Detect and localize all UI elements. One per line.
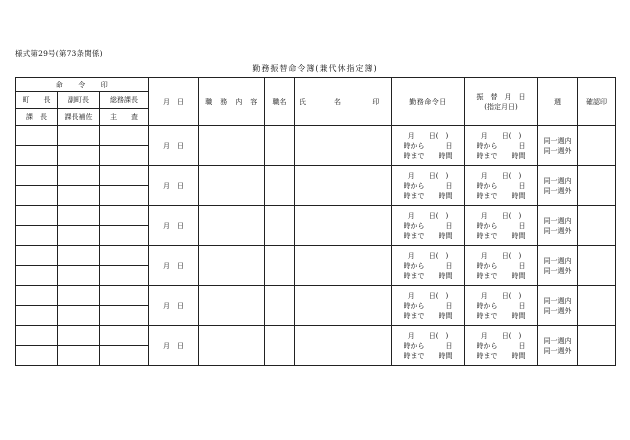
name-cell[interactable] [295,286,361,326]
order-date-line: 月 日( ) [407,251,449,260]
seal-header: 印 [361,78,392,126]
supervisor-seal-cell[interactable] [100,346,149,366]
general-affairs-chief-seal-cell[interactable] [100,326,149,346]
designated-date-label: (指定月日) [484,102,518,111]
work-order-date-cell[interactable] [392,286,465,326]
transfer-date-cell[interactable] [465,166,538,206]
work-order-date-header: 勤務命令日 [392,78,465,126]
transfer-time-to-line: 時まで 時間 [476,351,526,360]
assistant-chief-seal-cell[interactable] [58,306,100,326]
mayor-seal-cell[interactable] [16,206,58,226]
transfer-time-from-line: 時から 日 [476,181,526,190]
week-cell[interactable] [538,126,578,166]
supervisor-seal-cell[interactable] [100,306,149,326]
transfer-date-cell[interactable] [465,206,538,246]
same-week-out-option[interactable]: 同一週外 [543,306,572,315]
month-day-cell[interactable]: 月 日 [149,206,199,246]
section-chief-seal-cell[interactable] [16,186,58,206]
duty-content-header: 職 務 内 容 [199,78,265,126]
name-cell[interactable] [295,206,361,246]
general-affairs-chief-seal-cell[interactable] [100,126,149,146]
confirmation-seal-cell[interactable] [578,126,616,166]
confirmation-seal-cell[interactable] [578,206,616,246]
transfer-date-line: 月 日( ) [480,251,522,260]
vice-mayor-header: 副町長 [58,92,100,109]
transfer-time-to-line: 時まで 時間 [476,271,526,280]
supervisor-seal-cell[interactable] [100,186,149,206]
transfer-time-from-line: 時から 日 [476,221,526,230]
vice-mayor-seal-cell[interactable] [58,206,100,226]
same-week-out-option[interactable]: 同一週外 [543,346,572,355]
transfer-date-line: 月 日( ) [480,331,522,340]
confirmation-seal-cell[interactable] [578,286,616,326]
job-title-cell[interactable] [265,206,295,246]
ledger-entry-row [16,166,616,186]
supervisor-header: 主 査 [100,109,149,126]
mayor-seal-cell[interactable] [16,126,58,146]
transfer-date-label: 振 替 月 日 [476,92,526,101]
transfer-time-from-line: 時から 日 [476,141,526,150]
assistant-chief-seal-cell[interactable] [58,186,100,206]
same-week-in-option[interactable]: 同一週内 [543,216,572,225]
transfer-time-from-line: 時から 日 [476,341,526,350]
order-time-from-line: 時から 日 [403,261,453,270]
month-day-header: 月 日 [149,78,199,126]
transfer-date-cell[interactable] [465,286,538,326]
transfer-time-from-line: 時から 日 [476,261,526,270]
transfer-time-to-line: 時まで 時間 [476,151,526,160]
form-number: 様式第29号(第73条関係) [15,49,103,58]
section-chief-seal-cell[interactable] [16,306,58,326]
mayor-seal-cell[interactable] [16,246,58,266]
vice-mayor-seal-cell[interactable] [58,126,100,146]
week-header: 週 [538,78,578,126]
order-time-to-line: 時まで 時間 [403,191,453,200]
order-time-to-line: 時まで 時間 [403,271,453,280]
same-week-in-option[interactable]: 同一週内 [543,256,572,265]
job-title-cell[interactable] [265,126,295,166]
transfer-time-to-line: 時まで 時間 [476,191,526,200]
transfer-time-from-line: 時から 日 [476,301,526,310]
name-cell[interactable] [295,126,361,166]
order-time-from-line: 時から 日 [403,181,453,190]
assistant-chief-header: 課長補佐 [58,109,100,126]
work-transfer-ledger-table [15,77,616,366]
ledger-entry-row [16,246,616,266]
header-row-1 [16,78,616,92]
same-week-in-option[interactable]: 同一週内 [543,176,572,185]
work-order-date-cell[interactable] [392,326,465,366]
order-time-from-line: 時から 日 [403,341,453,350]
seal-cell[interactable] [361,326,392,366]
duty-content-cell[interactable] [199,326,265,366]
month-day-cell[interactable]: 月 日 [149,126,199,166]
transfer-date-header [465,78,538,126]
transfer-time-to-line: 時まで 時間 [476,311,526,320]
job-title-cell[interactable] [265,286,295,326]
section-chief-seal-cell[interactable] [16,266,58,286]
confirmation-seal-cell[interactable] [578,326,616,366]
section-chief-seal-cell[interactable] [16,146,58,166]
same-week-out-option[interactable]: 同一週外 [543,186,572,195]
transfer-date-line: 月 日( ) [480,291,522,300]
week-cell[interactable] [538,326,578,366]
work-order-date-cell[interactable] [392,166,465,206]
duty-content-cell[interactable] [199,286,265,326]
vice-mayor-seal-cell[interactable] [58,246,100,266]
order-date-line: 月 日( ) [407,291,449,300]
order-date-line: 月 日( ) [407,131,449,140]
mayor-seal-cell[interactable] [16,326,58,346]
order-date-line: 月 日( ) [407,331,449,340]
month-day-cell[interactable]: 月 日 [149,166,199,206]
name-cell[interactable] [295,326,361,366]
general-affairs-chief-seal-cell[interactable] [100,286,149,306]
form-title: 勤務振替命令簿(兼代休指定簿) [252,64,378,73]
mayor-seal-cell[interactable] [16,286,58,306]
supervisor-seal-cell[interactable] [100,266,149,286]
month-day-cell[interactable]: 月 日 [149,246,199,286]
vice-mayor-seal-cell[interactable] [58,326,100,346]
order-seal-header: 命 令 印 [16,78,149,92]
transfer-date-line: 月 日( ) [480,131,522,140]
same-week-out-option[interactable]: 同一週外 [543,266,572,275]
order-date-line: 月 日( ) [407,211,449,220]
order-time-to-line: 時まで 時間 [403,151,453,160]
name-header: 氏 名 [295,78,361,126]
name-cell[interactable] [295,166,361,206]
work-order-date-cell[interactable] [392,246,465,286]
assistant-chief-seal-cell[interactable] [58,226,100,246]
transfer-date-cell[interactable] [465,126,538,166]
mayor-seal-cell[interactable] [16,166,58,186]
general-affairs-chief-seal-cell[interactable] [100,246,149,266]
week-cell[interactable] [538,166,578,206]
week-cell[interactable] [538,286,578,326]
job-title-cell[interactable] [265,166,295,206]
order-date-line: 月 日( ) [407,171,449,180]
month-day-cell[interactable]: 月 日 [149,326,199,366]
duty-content-cell[interactable] [199,206,265,246]
transfer-time-to-line: 時まで 時間 [476,231,526,240]
ledger-entry-row [16,326,616,346]
same-week-out-option[interactable]: 同一週外 [543,226,572,235]
assistant-chief-seal-cell[interactable] [58,146,100,166]
order-time-to-line: 時まで 時間 [403,351,453,360]
week-cell[interactable] [538,206,578,246]
seal-cell[interactable] [361,246,392,286]
work-order-date-cell[interactable] [392,126,465,166]
same-week-in-option[interactable]: 同一週内 [543,136,572,145]
ledger-entry-row [16,206,616,226]
section-chief-header: 課 長 [16,109,58,126]
same-week-in-option[interactable]: 同一週内 [543,296,572,305]
ledger-entry-row [16,286,616,306]
transfer-date-line: 月 日( ) [480,211,522,220]
seal-cell[interactable] [361,206,392,246]
mayor-header: 町 長 [16,92,58,109]
duty-content-cell[interactable] [199,246,265,286]
general-affairs-chief-seal-cell[interactable] [100,206,149,226]
order-time-to-line: 時まで 時間 [403,231,453,240]
week-cell[interactable] [538,246,578,286]
order-time-from-line: 時から 日 [403,221,453,230]
assistant-chief-seal-cell[interactable] [58,266,100,286]
transfer-date-cell[interactable] [465,326,538,366]
name-cell[interactable] [295,246,361,286]
vice-mayor-seal-cell[interactable] [58,166,100,186]
job-title-cell[interactable] [265,246,295,286]
duty-content-cell[interactable] [199,166,265,206]
section-chief-seal-cell[interactable] [16,346,58,366]
assistant-chief-seal-cell[interactable] [58,346,100,366]
confirmation-seal-cell[interactable] [578,166,616,206]
vice-mayor-seal-cell[interactable] [58,286,100,306]
month-day-cell[interactable]: 月 日 [149,286,199,326]
confirmation-seal-header: 確認印 [578,78,616,126]
job-title-cell[interactable] [265,326,295,366]
supervisor-seal-cell[interactable] [100,226,149,246]
same-week-in-option[interactable]: 同一週内 [543,336,572,345]
transfer-date-cell[interactable] [465,246,538,286]
work-order-date-cell[interactable] [392,206,465,246]
seal-cell[interactable] [361,166,392,206]
transfer-date-line: 月 日( ) [480,171,522,180]
duty-content-cell[interactable] [199,126,265,166]
general-affairs-chief-header: 総務課長 [100,92,149,109]
job-title-header: 職名 [265,78,295,126]
same-week-out-option[interactable]: 同一週外 [543,146,572,155]
supervisor-seal-cell[interactable] [100,146,149,166]
seal-cell[interactable] [361,126,392,166]
ledger-entry-row [16,126,616,146]
confirmation-seal-cell[interactable] [578,246,616,286]
general-affairs-chief-seal-cell[interactable] [100,166,149,186]
order-time-to-line: 時まで 時間 [403,311,453,320]
order-time-from-line: 時から 日 [403,141,453,150]
order-time-from-line: 時から 日 [403,301,453,310]
section-chief-seal-cell[interactable] [16,226,58,246]
seal-cell[interactable] [361,286,392,326]
